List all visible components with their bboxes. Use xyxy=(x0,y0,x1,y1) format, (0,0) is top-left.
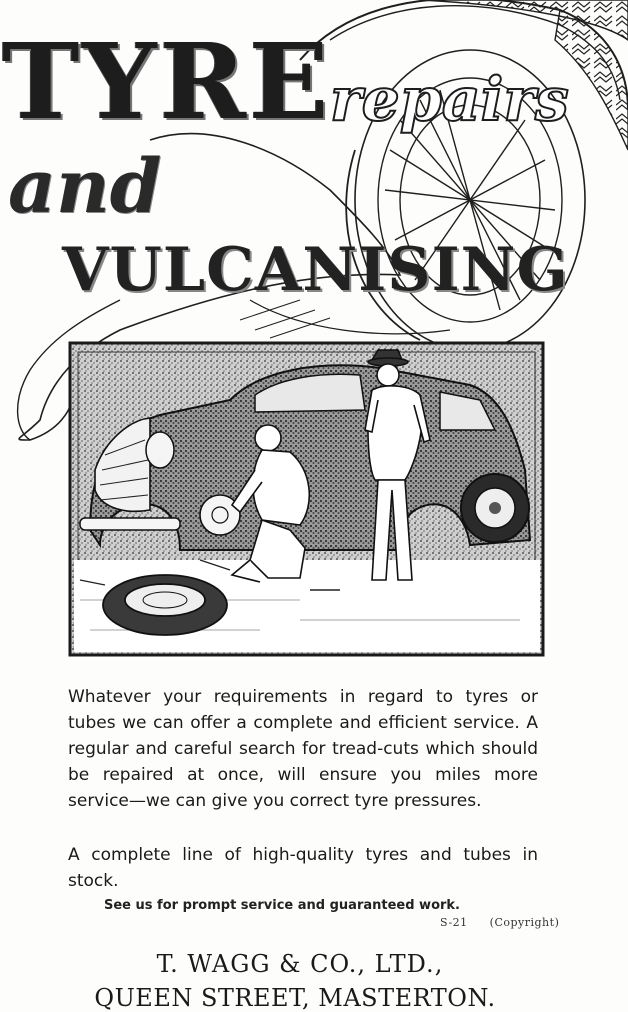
headline-and: and xyxy=(8,144,162,230)
tagline: See us for prompt service and guaranteed work. xyxy=(104,898,460,913)
advert-reference xyxy=(440,916,559,929)
headline-vulcanising: VULCANISING xyxy=(62,235,569,305)
copyright-note: (Copyright) xyxy=(489,916,560,929)
headline-repairs: repairs xyxy=(330,65,569,135)
reference-code: S-21 xyxy=(440,916,468,929)
body-paragraph-service: Whatever your requirements in regard to tyres or tubes we can offer a complete and efficient service. A regular and careful search for tread-cuts which should be repaired at once, will ensure you miles more service—we can give you correct tyre pressures. xyxy=(68,687,538,811)
spare-tyre-illustration xyxy=(103,575,227,635)
advertiser-address: QUEEN STREET, MASTERTON. xyxy=(94,984,496,1012)
body-paragraph-stock: A complete line of high-quality tyres and tubes in stock. xyxy=(68,845,538,891)
advertiser-name: T. WAGG & CO., LTD., xyxy=(156,950,444,978)
garage-scene-illustration xyxy=(70,343,543,655)
headline-tyre: TYRE xyxy=(2,20,332,143)
